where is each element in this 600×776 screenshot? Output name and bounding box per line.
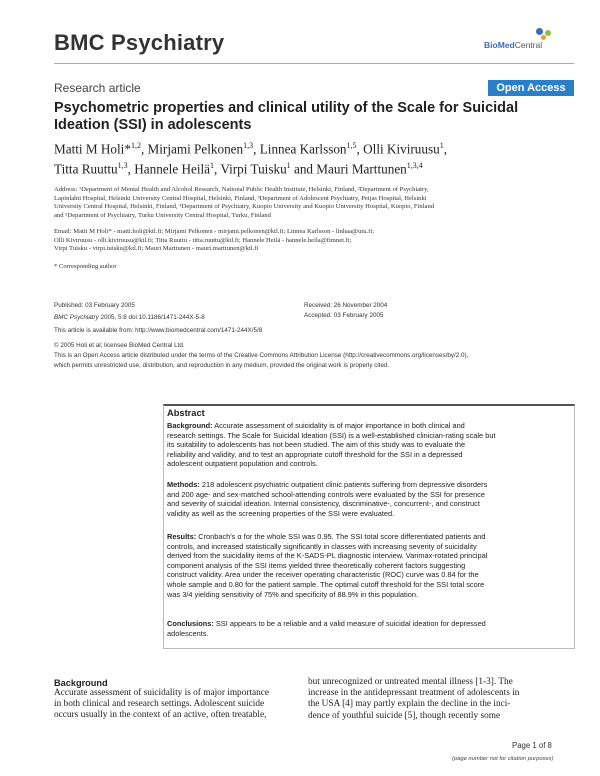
abstract-text-line: SSI appears to be a reliable and a valid measure of suicidal ideation for depressed (213, 619, 486, 628)
address-line: University Central Hospital, Helsinki, Finland, ⁴Department of Psychiatry, Kuopio University and Kuopio University Hospital, Kuopio, Finland (54, 203, 435, 211)
address-line: and ⁵Department of Psychiatry, Turku University Central Hospital, Turku, Finland (54, 211, 271, 219)
abstract-text-line: Accurate assessment of suicidality is of major importance in both clinical and (212, 421, 465, 430)
abstract-text-line: whole sample and 0.80 for the patient sample. The optimal cutoff threshold for the SSI total score (167, 579, 485, 589)
abstract-background (167, 421, 569, 469)
abstract-text-line: controls, and increased statistically significantly in classes with increasing severity of suicidality (167, 541, 477, 551)
availability-line: This article is available from: http://www.biomedcentral.com/1471-244X/5/8 (54, 327, 263, 334)
author-affiliation: 1,3 (243, 141, 254, 150)
abstract-methods (167, 480, 569, 518)
author-affiliation: 1,3 (117, 161, 128, 171)
author-name: , Linnea Karlsson (253, 141, 347, 157)
biomed-central-logo (484, 28, 574, 54)
citation (54, 314, 205, 322)
abstract-text-line: and 200 age- and sex-matched school-attending controls were evaluated by the SSI for presence (167, 489, 485, 499)
abstract-label: Results: (167, 532, 197, 541)
abstract-text-line: and severity of suicidal ideation. Internal consistency, discriminative-, concurrent-, and construct (167, 499, 480, 509)
license-line: This is an Open Access article distributed under the terms of the Creative Commons Attribution License (http://creativecommons.org/licenses/by/2.0), (54, 352, 469, 359)
abstract-text-line: adolescents. (167, 628, 209, 638)
abstract-text-line: adolescent outpatient population and controls. (167, 459, 318, 469)
email-line: Olli Kiviruusu - olli.kiviruusu@ktl.fi; Titta Ruuttu - titta.ruuttu@ktl.fi; Hannele Heilä - hannele.heila@fimnet.fi; (54, 236, 352, 244)
author-separator: , (443, 141, 447, 157)
body-text-line: increase in the antidepressant treatment of adolescents in (308, 688, 520, 699)
logo-dot-icon (545, 30, 551, 36)
abstract-text-line: component analysis of the SSI items yielded three theoretically coherent factors suggesting (167, 560, 466, 570)
author-name: , Mirjami Pelkonen (140, 141, 244, 157)
email-block (54, 228, 574, 254)
author-name: , Hannele Heilä (127, 161, 211, 177)
abstract-text-line: Cronbach's α for the whole SSI was 0.95. The SSI total score differentiated patients and (196, 532, 486, 541)
author-affiliation: 1 (210, 161, 215, 171)
abstract-results (167, 532, 569, 599)
abstract-text-line: validity as well as the screening properties of the SSI were evaluated. (167, 508, 395, 518)
citation-journal: BMC Psychiatry (54, 314, 99, 321)
page-number: Page 1 of 8 (512, 741, 552, 750)
corresponding-author-note: * Corresponding author (54, 263, 117, 270)
body-text-line: dence of youthful suicide [5], though recently some (308, 710, 501, 721)
abstract-text-line: was 3/4 yielding sensitivity of 75% and specificity of 88.9% in this population. (167, 589, 419, 599)
abstract-text-line: construct validity. Area under the receiver operating characteristic (ROC) curve was 0.84 for the (167, 570, 479, 580)
abstract-label: Methods: (167, 480, 200, 489)
accepted-date: Accepted: 03 February 2005 (304, 312, 384, 319)
author-name: Matti M Holi* (54, 141, 131, 157)
author-affiliation: 1,3,4 (406, 161, 423, 171)
article-type: Research article (54, 81, 141, 95)
section-heading-background: Background (54, 678, 108, 688)
logo-bio-text: BioMed (484, 40, 515, 50)
author-name: , Olli Kiviruusu (356, 141, 440, 157)
address-block (54, 186, 574, 220)
body-text-line: occurs usually in the context of an active, often treatable, (54, 710, 267, 721)
published-date: Published: 03 February 2005 (54, 302, 135, 309)
open-access-badge: Open Access (488, 80, 574, 96)
license-line: which permits unrestricted use, distribution, and reproduction in any medium, provided the original work is properly cited. (54, 362, 390, 369)
abstract-text-line: its suitability to adolescents has not been studied. The aim of this study was to evaluate the (167, 440, 466, 450)
author-name: , Virpi Tuisku (214, 161, 287, 177)
abstract-label: Conclusions: (167, 619, 214, 628)
received-date: Received: 26 November 2004 (304, 302, 388, 309)
page-number-note: (page number not for citation purposes) (452, 756, 554, 762)
abstract-conclusions (167, 619, 569, 638)
body-right-column (308, 677, 574, 722)
title-line: Ideation (SSI) in adolescents (54, 117, 252, 133)
body-text-line: Accurate assessment of suicidality is of major importance (54, 688, 270, 698)
address-line: Lapinlahti Hospital, Helsinki University Central Hospital, Helsinki, Finland, ³Department of Adolescent Psychiatry, Peijas Hospital, Helsinki (54, 194, 427, 202)
copyright-line: © 2005 Holi et al; licensee BioMed Central Ltd. (54, 342, 185, 349)
author-list (54, 137, 574, 178)
abstract-text-line: reliability and validity, and to test an appropriate cutoff threshold for the SSI in a depressed (167, 449, 463, 459)
email-line: Email: Matti M Holi* - matti.holi@ktl.fi; Mirjami Pelkonen - mirjami.pelkonen@ktl.fi; Linnea Karlsson - linhaa@utu.fi; (54, 228, 375, 235)
abstract-text-line: 218 adolescent psychiatric outpatient clinic patients suffering from depressive disorders (199, 480, 488, 489)
body-text-line: in both clinical and research settings. Adolescent suicide (54, 699, 265, 710)
author-affiliation: 1 (286, 161, 291, 171)
author-name: and Mauri Marttunen (290, 161, 407, 177)
article-title (54, 100, 574, 134)
header-rule (54, 63, 574, 64)
abstract-text-line: derived from the suicidality items of the K-SADS-PL diagnostic interview. Varimax-rotated principal (167, 551, 488, 561)
author-affiliation: 1,5 (346, 141, 357, 150)
abstract-text-line: research settings. The Scale for Suicidal Ideation (SSI) is a well-established clinician-rating scale but (167, 430, 496, 440)
title-line: Psychometric properties and clinical utility of the Scale for Suicidal (54, 100, 519, 116)
abstract-label: Background: (167, 421, 213, 430)
address-line: Address: ¹Department of Mental Health and Alcohol Research, National Public Health Institute, Helsinki, Finland, ²Department of Psychiatry, (54, 186, 429, 193)
abstract-heading: Abstract (167, 408, 205, 418)
author-name: Titta Ruuttu (54, 161, 118, 177)
author-affiliation: 1 (439, 141, 444, 150)
body-left-column (54, 688, 298, 722)
logo-central-text: Central (514, 40, 543, 50)
logo-dot-icon (536, 28, 543, 35)
author-affiliation: 1,2 (130, 141, 141, 150)
journal-title: BMC Psychiatry (54, 30, 225, 55)
email-line: Virpi Tuisku - virpi.tuisku@ktl.fi; Mauri Marttunen - mauri.marttunen@ktl.fi (54, 245, 259, 253)
body-text-line: the USA [4] may partly explain the decline in the inci- (308, 699, 511, 710)
citation-details: 2005, 5:8 doi:10.1186/1471-244X-5-8 (98, 314, 205, 321)
body-text-line: but unrecognized or untreated mental illness [1-3]. The (308, 677, 513, 687)
